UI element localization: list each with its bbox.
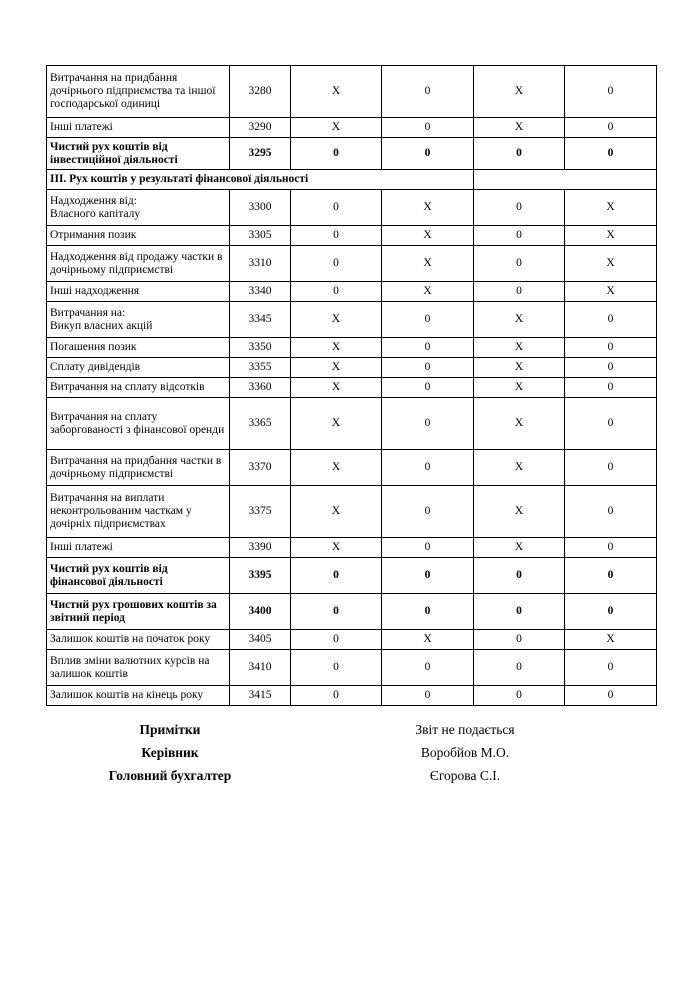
value-cell: 0 <box>382 686 474 706</box>
value-cell: 0 <box>291 190 382 226</box>
value-cell: 0 <box>565 538 657 558</box>
row-code: 3390 <box>230 538 291 558</box>
value-cell: X <box>382 630 474 650</box>
table-row <box>47 594 657 630</box>
value-cell: 0 <box>382 118 474 138</box>
value-cell: 0 <box>382 138 474 170</box>
table-row <box>47 282 657 302</box>
row-label: Сплату дивідендів <box>47 358 230 378</box>
row-code: 3290 <box>230 118 291 138</box>
value-cell: 0 <box>382 338 474 358</box>
row-code: 3305 <box>230 226 291 246</box>
value-cell: X <box>474 398 565 450</box>
row-code: 3405 <box>230 630 291 650</box>
table-row <box>47 226 657 246</box>
value-cell: X <box>474 538 565 558</box>
value-cell: 0 <box>382 594 474 630</box>
value-cell: X <box>474 450 565 486</box>
row-code: 3360 <box>230 378 291 398</box>
row-label: Інші надходження <box>47 282 230 302</box>
row-code: 3310 <box>230 246 291 282</box>
value-cell: 0 <box>565 338 657 358</box>
row-label: Надходження від продажу частки в дочірньому підприємстві <box>47 246 230 282</box>
row-label: Витрачання на придбання частки в дочірньому підприємстві <box>47 450 230 486</box>
table-row <box>47 486 657 538</box>
value-cell: 0 <box>474 190 565 226</box>
row-label: Чистий рух грошових коштів за звітний період <box>47 594 230 630</box>
table-row <box>47 66 657 118</box>
row-label: Інші платежі <box>47 538 230 558</box>
row-label: Погашення позик <box>47 338 230 358</box>
value-cell: X <box>382 282 474 302</box>
value-cell: 0 <box>565 138 657 170</box>
row-label: Витрачання на: Викуп власних акцій <box>47 302 230 338</box>
value-cell: X <box>291 450 382 486</box>
table-row <box>47 378 657 398</box>
value-cell: X <box>291 338 382 358</box>
row-label: Залишок коштів на початок року <box>47 630 230 650</box>
value-cell: X <box>474 486 565 538</box>
value-cell: 0 <box>291 246 382 282</box>
row-label: Витрачання на виплати неконтрольованим часткам у дочірніх підприємствах <box>47 486 230 538</box>
value-cell: 0 <box>474 246 565 282</box>
row-code: 3355 <box>230 358 291 378</box>
value-cell: 0 <box>565 650 657 686</box>
value-cell: X <box>565 282 657 302</box>
signature-value: Єгорова С.І. <box>429 768 501 783</box>
value-cell: 0 <box>291 630 382 650</box>
table-row <box>47 630 657 650</box>
row-label: Надходження від: Власного капіталу <box>47 190 230 226</box>
value-cell: 0 <box>565 302 657 338</box>
value-cell: X <box>291 358 382 378</box>
value-cell: 0 <box>474 630 565 650</box>
value-cell: 0 <box>474 282 565 302</box>
signature-row <box>0 745 700 765</box>
table-row <box>47 246 657 282</box>
value-cell: X <box>382 190 474 226</box>
value-cell: 0 <box>382 358 474 378</box>
signature-value: Звіт не подається <box>415 722 515 737</box>
value-cell: 0 <box>382 302 474 338</box>
value-cell: 0 <box>291 282 382 302</box>
value-cell: 0 <box>565 594 657 630</box>
value-cell: 0 <box>474 686 565 706</box>
row-label: Вплив зміни валютних курсів на залишок коштів <box>47 650 230 686</box>
row-label: Інші платежі <box>47 118 230 138</box>
value-cell: 0 <box>382 450 474 486</box>
value-cell: 0 <box>565 378 657 398</box>
value-cell: 0 <box>565 66 657 118</box>
value-cell: X <box>291 118 382 138</box>
value-cell: X <box>474 338 565 358</box>
row-code: 3300 <box>230 190 291 226</box>
row-code: 3295 <box>230 138 291 170</box>
cash-flow-table <box>46 65 657 706</box>
value-cell: 0 <box>565 398 657 450</box>
value-cell: 0 <box>382 66 474 118</box>
row-label: Чистий рух коштів від фінансової діяльності <box>47 558 230 594</box>
value-cell: 0 <box>291 226 382 246</box>
table-row <box>47 686 657 706</box>
row-code: 3410 <box>230 650 291 686</box>
value-cell: 0 <box>474 138 565 170</box>
table-row <box>47 538 657 558</box>
row-code: 3400 <box>230 594 291 630</box>
row-label: Витрачання на придбання дочірнього підприємства та іншої господарської одиниці <box>47 66 230 118</box>
value-cell: X <box>565 190 657 226</box>
table-row <box>47 358 657 378</box>
value-cell: X <box>382 226 474 246</box>
value-cell: 0 <box>382 486 474 538</box>
value-cell: 0 <box>382 650 474 686</box>
value-cell: X <box>474 118 565 138</box>
signature-row <box>0 768 700 788</box>
value-cell: 0 <box>382 378 474 398</box>
table-row <box>47 398 657 450</box>
value-cell: X <box>565 226 657 246</box>
value-cell: 0 <box>291 650 382 686</box>
table-row <box>47 138 657 170</box>
signature-row <box>0 722 700 742</box>
row-label: Витрачання на сплату відсотків <box>47 378 230 398</box>
signature-label: Примітки <box>139 722 201 737</box>
row-code: 3350 <box>230 338 291 358</box>
table-row <box>47 302 657 338</box>
value-cell: X <box>291 538 382 558</box>
section-header-row <box>47 170 657 190</box>
table-row <box>47 558 657 594</box>
signature-value: Воробйов М.О. <box>420 745 510 760</box>
row-label: Залишок коштів на кінець року <box>47 686 230 706</box>
table-row <box>47 650 657 686</box>
row-label: Отримання позик <box>47 226 230 246</box>
signature-label: Головний бухгалтер <box>108 768 232 783</box>
value-cell: X <box>565 630 657 650</box>
row-code: 3370 <box>230 450 291 486</box>
value-cell: X <box>474 302 565 338</box>
row-code: 3280 <box>230 66 291 118</box>
table-row <box>47 118 657 138</box>
row-label: Витрачання на сплату заборгованості з фінансової оренди <box>47 398 230 450</box>
value-cell: X <box>291 302 382 338</box>
table-row <box>47 338 657 358</box>
value-cell: 0 <box>382 538 474 558</box>
row-code: 3395 <box>230 558 291 594</box>
row-code: 3375 <box>230 486 291 538</box>
value-cell: X <box>291 66 382 118</box>
value-cell: X <box>474 378 565 398</box>
row-code: 3340 <box>230 282 291 302</box>
table-row <box>47 450 657 486</box>
value-cell: 0 <box>474 650 565 686</box>
value-cell: 0 <box>565 450 657 486</box>
value-cell: X <box>474 358 565 378</box>
signature-label: Керівник <box>141 745 199 760</box>
value-cell: 0 <box>382 558 474 594</box>
value-cell: 0 <box>382 398 474 450</box>
row-code: 3365 <box>230 398 291 450</box>
value-cell: 0 <box>565 118 657 138</box>
value-cell: X <box>474 66 565 118</box>
value-cell: 0 <box>291 686 382 706</box>
empty-cell <box>474 170 657 190</box>
value-cell: 0 <box>474 226 565 246</box>
table-row <box>47 190 657 226</box>
value-cell: 0 <box>474 594 565 630</box>
value-cell: 0 <box>474 558 565 594</box>
value-cell: 0 <box>565 558 657 594</box>
row-code: 3415 <box>230 686 291 706</box>
section-title: ІІІ. Рух коштів у результаті фінансової діяльності <box>47 170 474 190</box>
value-cell: X <box>291 398 382 450</box>
value-cell: 0 <box>291 558 382 594</box>
value-cell: X <box>565 246 657 282</box>
value-cell: 0 <box>291 594 382 630</box>
value-cell: X <box>382 246 474 282</box>
value-cell: 0 <box>291 138 382 170</box>
row-code: 3345 <box>230 302 291 338</box>
value-cell: X <box>291 486 382 538</box>
row-label: Чистий рух коштів від інвестиційної діяльності <box>47 138 230 170</box>
value-cell: 0 <box>565 486 657 538</box>
value-cell: X <box>291 378 382 398</box>
value-cell: 0 <box>565 358 657 378</box>
value-cell: 0 <box>565 686 657 706</box>
